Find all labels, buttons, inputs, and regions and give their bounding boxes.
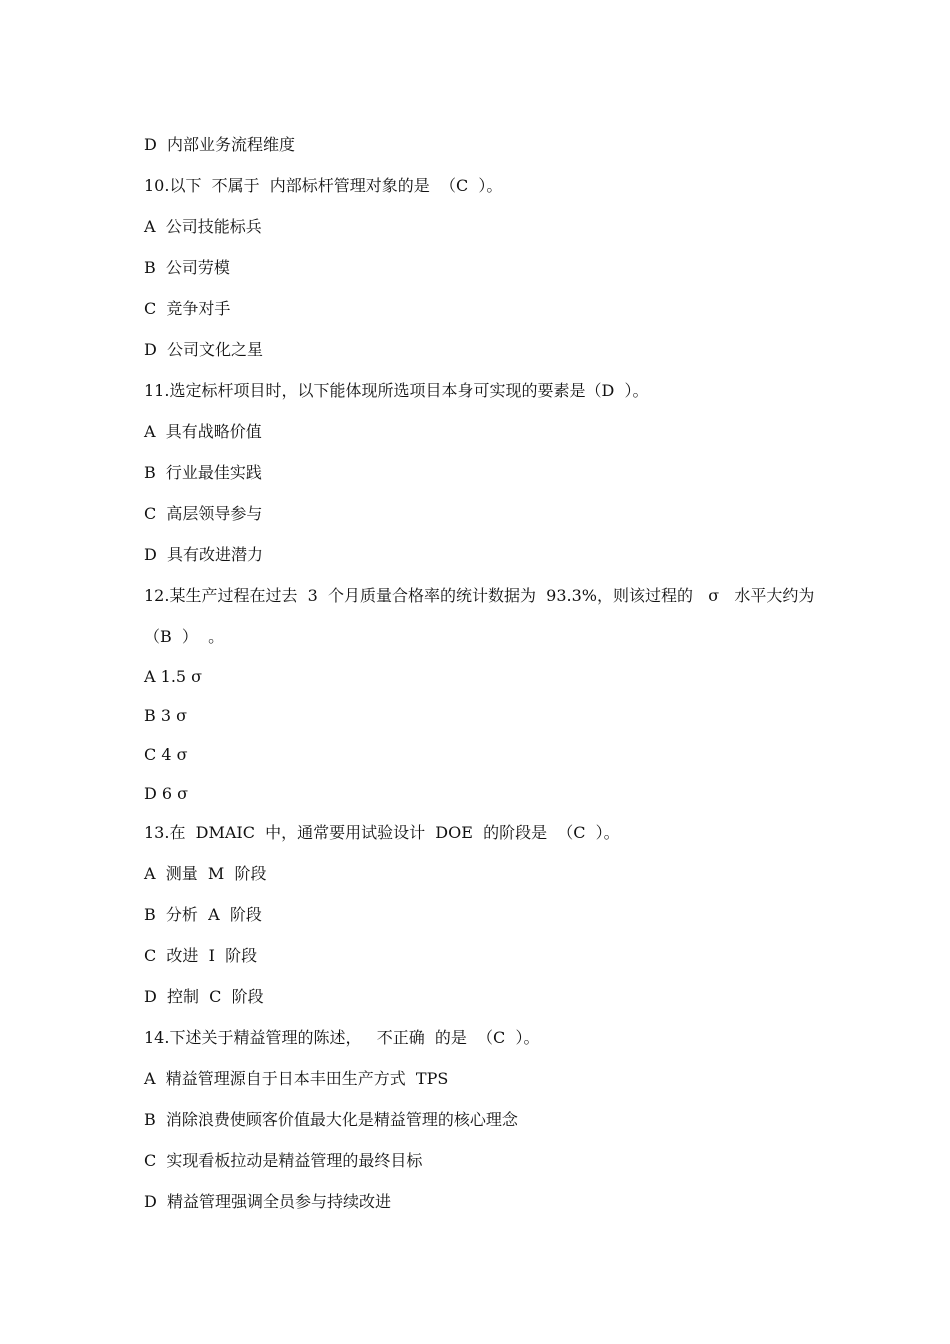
question-13: 13.在 DMAIC 中，通常要用试验设计 DOE 的阶段是 （C ）。 <box>144 823 620 842</box>
option-14a: A 精益管理源自于日本丰田生产方式 TPS <box>144 1069 449 1088</box>
question-10: 10.以下 不属于 内部标杆管理对象的是 （C ）。 <box>144 176 503 195</box>
option-14b: B 消除浪费使顾客价值最大化是精益管理的核心理念 <box>144 1110 518 1129</box>
option-12c: C 4 σ <box>144 745 188 764</box>
question-11: 11.选定标杆项目时，以下能体现所选项目本身可实现的要素是（D ）。 <box>144 381 649 400</box>
option-9d: D 内部业务流程维度 <box>144 135 296 154</box>
option-10b: B 公司劳模 <box>144 258 230 277</box>
question-12-answer: （B ） 。 <box>144 627 225 646</box>
option-10a: A 公司技能标兵 <box>144 217 262 236</box>
option-12a: A 1.5 σ <box>144 667 203 686</box>
option-12d: D 6 σ <box>144 784 189 803</box>
option-10c: C 竞争对手 <box>144 299 231 318</box>
option-10d: D 公司文化之星 <box>144 340 264 359</box>
option-13d: D 控制 C 阶段 <box>144 987 264 1006</box>
option-14d: D 精益管理强调全员参与持续改进 <box>144 1192 392 1211</box>
option-11b: B 行业最佳实践 <box>144 463 262 482</box>
option-14c: C 实现看板拉动是精益管理的最终目标 <box>144 1151 423 1170</box>
option-13c: C 改进 I 阶段 <box>144 946 258 965</box>
option-11c: C 高层领导参与 <box>144 504 263 523</box>
option-11a: A 具有战略价值 <box>144 422 262 441</box>
option-11d: D 具有改进潜力 <box>144 545 264 564</box>
option-13a: A 测量 M 阶段 <box>144 864 267 883</box>
question-12: 12.某生产过程在过去 3 个月质量合格率的统计数据为 93.3%，则该过程的 σ 水平大约为 <box>144 586 815 605</box>
option-13b: B 分析 A 阶段 <box>144 905 262 924</box>
option-12b: B 3 σ <box>144 706 188 725</box>
question-14: 14.下述关于精益管理的陈述， 不正确 的是 （C ）。 <box>144 1028 540 1047</box>
